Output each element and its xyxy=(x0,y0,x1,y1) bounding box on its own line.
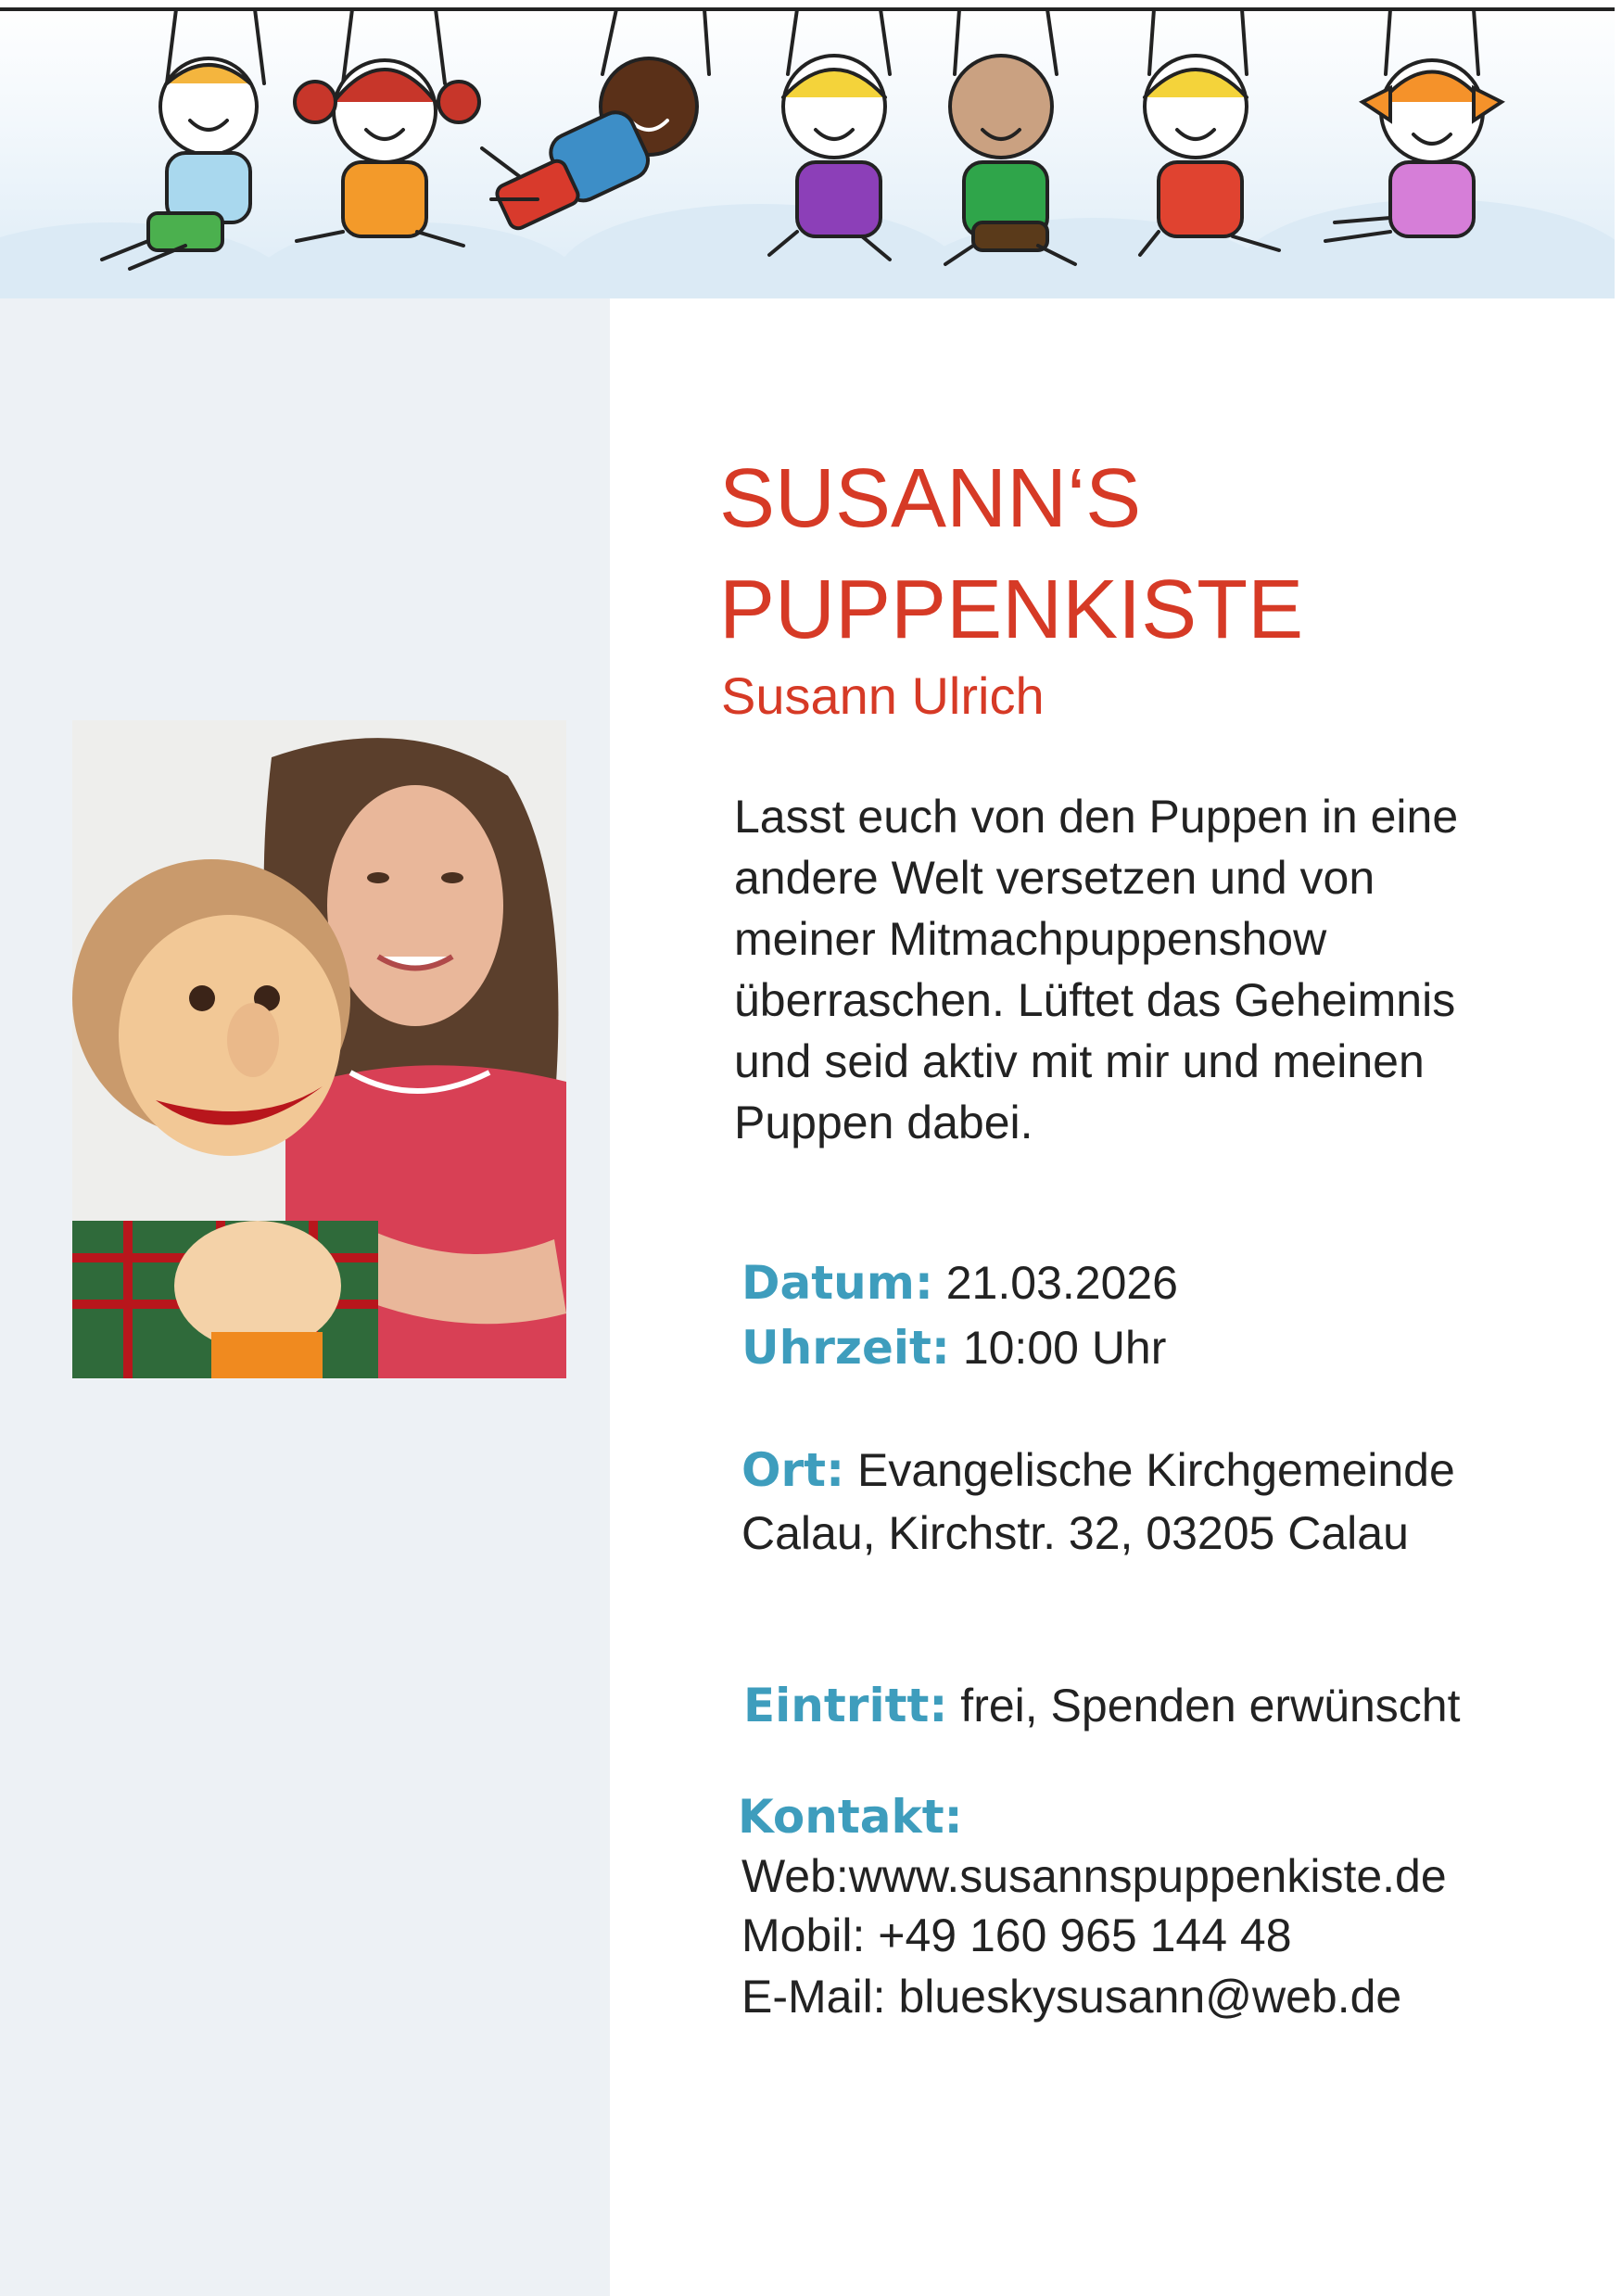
woman-with-puppet-image xyxy=(72,720,566,1378)
hanging-children-banner xyxy=(0,0,1615,298)
place-label: Ort: xyxy=(741,1443,845,1497)
date-label: Datum: xyxy=(741,1256,933,1310)
intro-text xyxy=(734,786,1568,1153)
children-illustration xyxy=(0,0,1615,298)
time-row xyxy=(741,1316,1166,1379)
contact-label: Kontakt: xyxy=(738,1790,963,1844)
performer-photo xyxy=(72,720,566,1378)
performer-name: Susann Ulrich xyxy=(721,666,1045,725)
contact-mobile[interactable]: Mobil: +49 160 965 144 48 xyxy=(741,1909,1292,1961)
contact-web[interactable]: Web:www.susannspuppenkiste.de xyxy=(741,1850,1447,1902)
time-label: Uhrzeit: xyxy=(741,1321,950,1375)
intro-line-4: überraschen. Lüftet das Geheimnis xyxy=(734,974,1456,1026)
intro-line-2: andere Welt versetzen und von xyxy=(734,852,1375,904)
intro-line-3: meiner Mitmachpuppenshow xyxy=(734,913,1327,965)
date-row xyxy=(741,1251,1178,1314)
title-line-1: SUSANN‘S xyxy=(719,452,1142,545)
contact-email[interactable]: E-Mail: blueskysusann@web.de xyxy=(741,1971,1402,2023)
place-line-1: Evangelische Kirchgemeinde xyxy=(856,1444,1455,1496)
contact-heading xyxy=(738,1785,963,1848)
page-title xyxy=(719,443,1553,666)
intro-line-1: Lasst euch von den Puppen in eine xyxy=(734,791,1459,843)
title-line-2: PUPPENKISTE xyxy=(719,564,1304,656)
date-value: 21.03.2026 xyxy=(945,1257,1178,1309)
place-row xyxy=(741,1439,1455,1502)
place-line-2-row xyxy=(741,1502,1409,1565)
time-value: 10:00 Uhr xyxy=(962,1322,1167,1374)
entry-label: Eintritt: xyxy=(743,1679,948,1732)
intro-line-6: Puppen dabei. xyxy=(734,1097,1033,1148)
intro-line-5: und seid aktiv mit mir und meinen xyxy=(734,1035,1425,1087)
place-line-2: Calau, Kirchstr. 32, 03205 Calau xyxy=(741,1507,1409,1559)
entry-value: frei, Spenden erwünscht xyxy=(960,1680,1461,1732)
entry-row xyxy=(743,1674,1461,1737)
